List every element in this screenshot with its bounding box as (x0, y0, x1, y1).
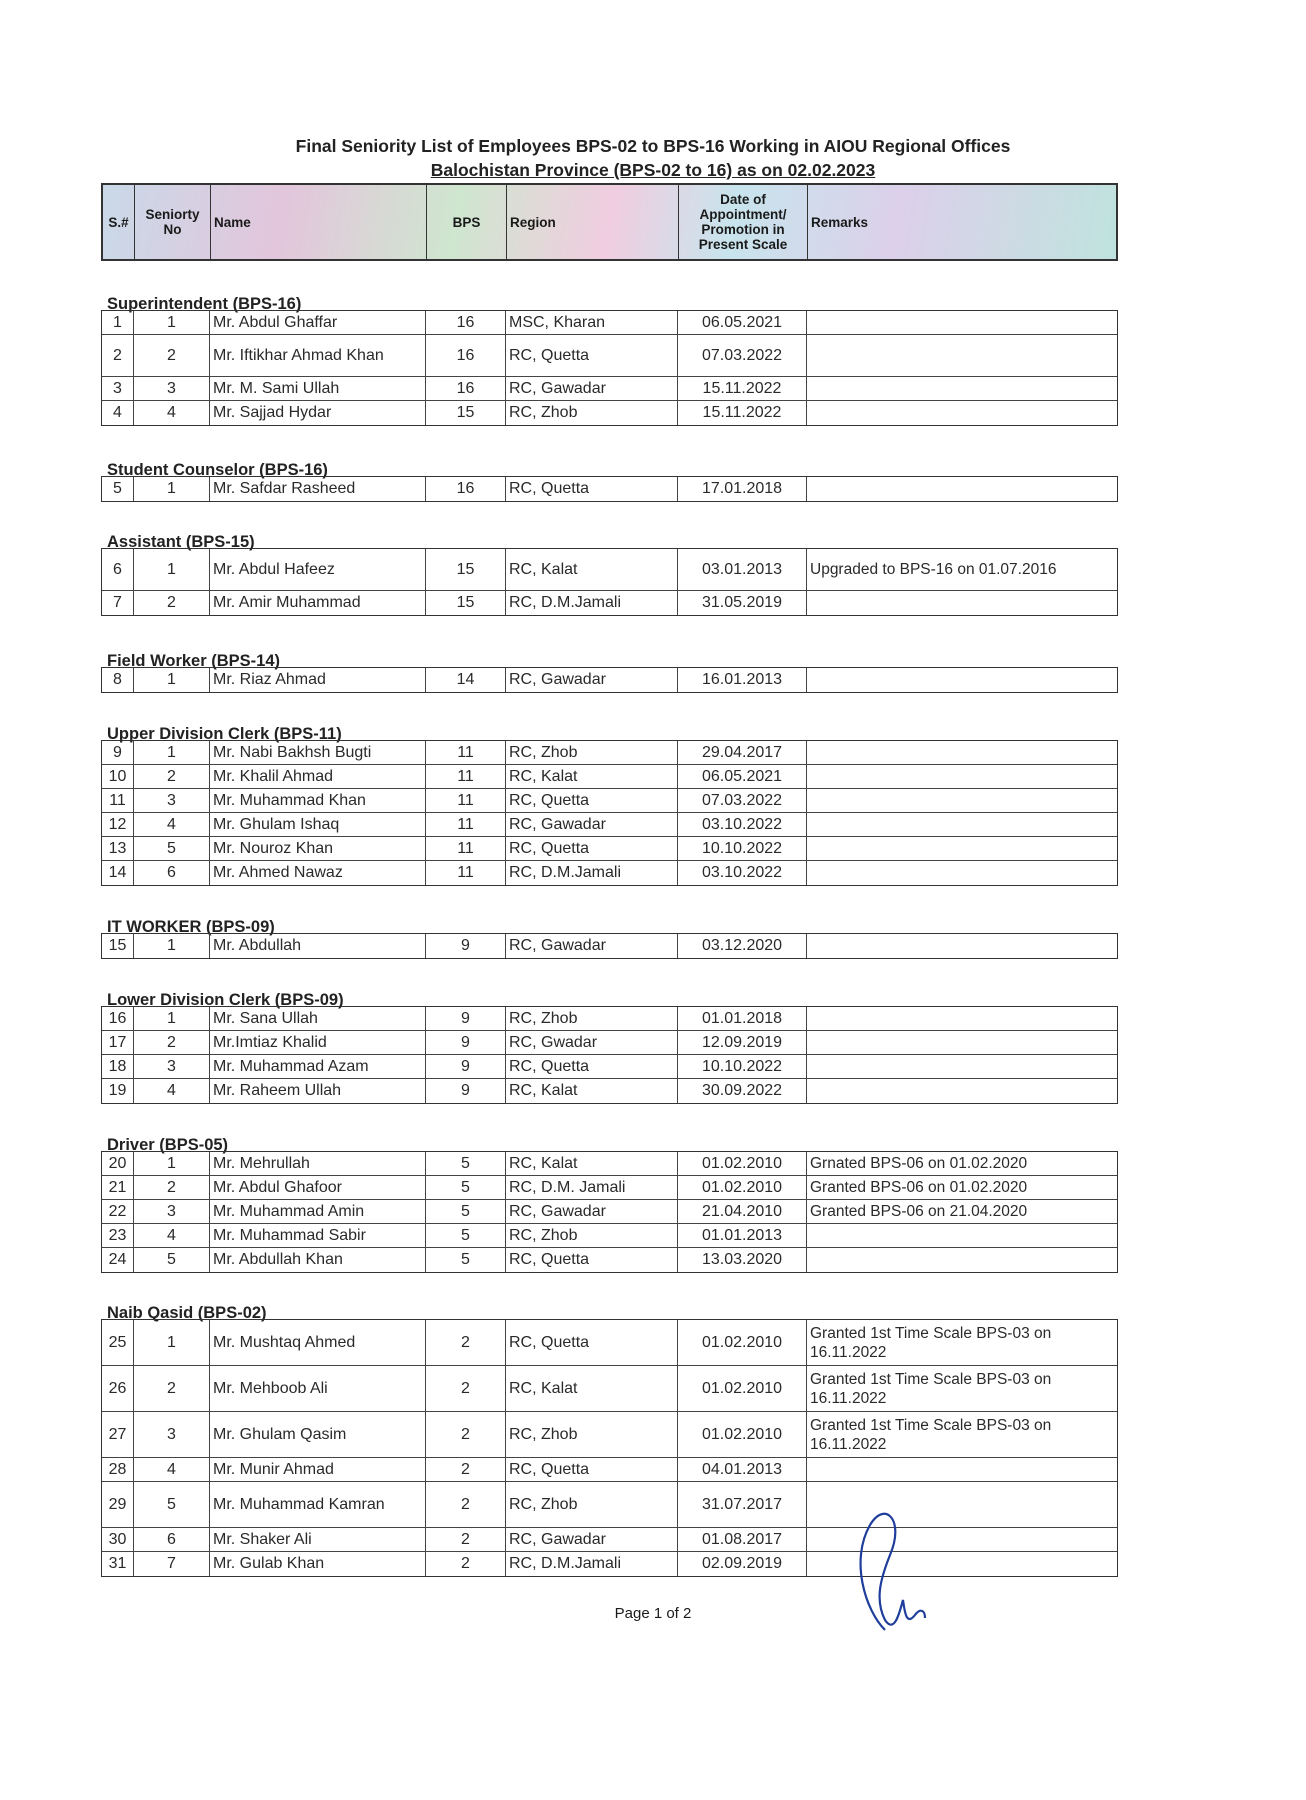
cell-remarks (807, 1458, 1117, 1481)
cell-region: RC, Zhob (506, 1412, 678, 1457)
cell-name: Mr. M. Sami Ullah (210, 377, 426, 400)
table-row (102, 1079, 1117, 1103)
cell-remarks (807, 861, 1117, 885)
cell-bps: 2 (426, 1552, 506, 1576)
section-table (101, 548, 1118, 616)
cell-date: 01.01.2013 (678, 1224, 807, 1247)
cell-name: Mr.Imtiaz Khalid (210, 1031, 426, 1054)
cell-region: RC, D.M.Jamali (506, 591, 678, 615)
cell-seniority-no: 2 (134, 1031, 210, 1054)
cell-name: Mr. Abdul Ghafoor (210, 1176, 426, 1199)
cell-date: 10.10.2022 (678, 837, 807, 860)
cell-bps: 16 (426, 377, 506, 400)
cell-sno: 14 (102, 861, 134, 885)
cell-sno: 27 (102, 1412, 134, 1457)
cell-seniority-no: 2 (134, 765, 210, 788)
cell-seniority-no: 1 (134, 668, 210, 692)
table-row (102, 741, 1117, 765)
cell-region: RC, D.M. Jamali (506, 1176, 678, 1199)
cell-region: RC, Kalat (506, 1079, 678, 1103)
cell-sno: 1 (102, 311, 134, 334)
cell-seniority-no: 4 (134, 401, 210, 425)
cell-date: 03.10.2022 (678, 861, 807, 885)
cell-bps: 16 (426, 311, 506, 334)
signature (845, 1500, 955, 1650)
cell-remarks (807, 789, 1117, 812)
cell-name: Mr. Nabi Bakhsh Bugti (210, 741, 426, 764)
table-header (101, 183, 1118, 261)
cell-sno: 13 (102, 837, 134, 860)
cell-bps: 11 (426, 861, 506, 885)
cell-region: RC, Gawadar (506, 813, 678, 836)
cell-name: Mr. Mushtaq Ahmed (210, 1320, 426, 1365)
cell-region: RC, Gawadar (506, 1200, 678, 1223)
cell-name: Mr. Ahmed Nawaz (210, 861, 426, 885)
cell-bps: 5 (426, 1176, 506, 1199)
cell-sno: 2 (102, 335, 134, 376)
cell-date: 31.07.2017 (678, 1482, 807, 1527)
cell-sno: 23 (102, 1224, 134, 1247)
cell-bps: 5 (426, 1200, 506, 1223)
cell-region: RC, Zhob (506, 741, 678, 764)
table-row (102, 335, 1117, 377)
cell-name: Mr. Muhammad Khan (210, 789, 426, 812)
cell-remarks: Grnated BPS-06 on 01.02.2020 (810, 1155, 1028, 1172)
cell-remarks: Granted 1st Time Scale BPS-03 on 16.11.2022 (810, 1324, 1052, 1361)
cell-bps: 15 (426, 591, 506, 615)
section-title: IT WORKER (BPS-09) (107, 918, 275, 936)
cell-name: Mr. Abdul Ghaffar (210, 311, 426, 334)
cell-remarks (807, 837, 1117, 860)
cell-bps: 2 (426, 1482, 506, 1527)
cell-remarks (807, 377, 1117, 400)
header-region: Region (507, 185, 679, 259)
cell-bps: 11 (426, 837, 506, 860)
cell-sno: 20 (102, 1152, 134, 1175)
cell-name: Mr. Abdullah (210, 934, 426, 958)
table-row (102, 1528, 1117, 1552)
section-title: Lower Division Clerk (BPS-09) (107, 991, 344, 1009)
cell-remarks (807, 1248, 1117, 1272)
cell-date: 03.01.2013 (678, 549, 807, 590)
cell-name: Mr. Abdullah Khan (210, 1248, 426, 1272)
cell-bps: 14 (426, 668, 506, 692)
table-row (102, 1031, 1117, 1055)
cell-seniority-no: 6 (134, 861, 210, 885)
cell-seniority-no: 5 (134, 837, 210, 860)
table-row (102, 377, 1117, 401)
cell-bps: 15 (426, 401, 506, 425)
cell-seniority-no: 1 (134, 549, 210, 590)
cell-bps: 11 (426, 813, 506, 836)
cell-bps: 16 (426, 335, 506, 376)
cell-remarks (807, 1007, 1117, 1030)
cell-date: 01.08.2017 (678, 1528, 807, 1551)
cell-sno: 17 (102, 1031, 134, 1054)
cell-remarks (807, 477, 1117, 501)
cell-sno: 10 (102, 765, 134, 788)
section-title: Superintendent (BPS-16) (107, 295, 302, 313)
cell-remarks: Granted 1st Time Scale BPS-03 on 16.11.2022 (810, 1370, 1052, 1407)
cell-date: 10.10.2022 (678, 1055, 807, 1078)
cell-bps: 11 (426, 741, 506, 764)
cell-date: 06.05.2021 (678, 765, 807, 788)
cell-bps: 5 (426, 1152, 506, 1175)
section-title: Naib Qasid (BPS-02) (107, 1304, 267, 1322)
cell-region: RC, Quetta (506, 1248, 678, 1272)
cell-bps: 2 (426, 1366, 506, 1411)
cell-sno: 15 (102, 934, 134, 958)
cell-region: RC, Kalat (506, 549, 678, 590)
cell-bps: 5 (426, 1224, 506, 1247)
cell-date: 07.03.2022 (678, 789, 807, 812)
cell-bps: 9 (426, 934, 506, 958)
cell-remarks (807, 401, 1117, 425)
cell-seniority-no: 3 (134, 377, 210, 400)
cell-bps: 2 (426, 1320, 506, 1365)
table-row (102, 1224, 1117, 1248)
table-row (102, 1007, 1117, 1031)
cell-date: 15.11.2022 (678, 377, 807, 400)
cell-bps: 16 (426, 477, 506, 501)
cell-region: RC, D.M.Jamali (506, 861, 678, 885)
table-row (102, 765, 1117, 789)
cell-date: 01.02.2010 (678, 1412, 807, 1457)
cell-seniority-no: 1 (134, 1152, 210, 1175)
table-row (102, 1482, 1117, 1528)
table-row (102, 1248, 1117, 1272)
cell-bps: 11 (426, 789, 506, 812)
cell-sno: 16 (102, 1007, 134, 1030)
cell-sno: 29 (102, 1482, 134, 1527)
cell-region: RC, Gawadar (506, 377, 678, 400)
document-title: Final Seniority List of Employees BPS-02 to BPS-16 Working in AIOU Regional Offices (295, 136, 1011, 156)
cell-region: RC, Kalat (506, 1366, 678, 1411)
cell-seniority-no: 3 (134, 1412, 210, 1457)
cell-remarks (807, 591, 1117, 615)
section-table (101, 476, 1118, 502)
cell-sno: 6 (102, 549, 134, 590)
cell-region: RC, Quetta (506, 1458, 678, 1481)
cell-seniority-no: 2 (134, 1176, 210, 1199)
cell-remarks (807, 1055, 1117, 1078)
cell-remarks (807, 813, 1117, 836)
cell-region: RC, Quetta (506, 335, 678, 376)
subtitle-text: Balochistan Province (BPS-02 to 16) as on 02.02.2023 (430, 160, 876, 180)
table-row (102, 401, 1117, 425)
section-table (101, 1151, 1118, 1273)
header-name: Name (211, 185, 427, 259)
page-number: Page 1 of 2 (614, 1605, 692, 1622)
section-table (101, 933, 1118, 959)
cell-seniority-no: 1 (134, 741, 210, 764)
cell-seniority-no: 5 (134, 1482, 210, 1527)
header-remarks: Remarks (811, 214, 869, 230)
cell-name: Mr. Ghulam Qasim (210, 1412, 426, 1457)
cell-name: Mr. Safdar Rasheed (210, 477, 426, 501)
cell-region: RC, Zhob (506, 1482, 678, 1527)
cell-sno: 4 (102, 401, 134, 425)
cell-seniority-no: 2 (134, 335, 210, 376)
cell-region: RC, Zhob (506, 401, 678, 425)
section-title: Student Counselor (BPS-16) (107, 461, 328, 479)
cell-remarks: Upgraded to BPS-16 on 01.07.2016 (810, 561, 1057, 578)
cell-date: 12.09.2019 (678, 1031, 807, 1054)
table-row (102, 861, 1117, 885)
cell-region: RC, Quetta (506, 477, 678, 501)
cell-name: Mr. Iftikhar Ahmad Khan (210, 335, 426, 376)
cell-sno: 19 (102, 1079, 134, 1103)
cell-bps: 9 (426, 1031, 506, 1054)
cell-seniority-no: 3 (134, 1055, 210, 1078)
section-table (101, 1319, 1118, 1577)
table-row (102, 477, 1117, 501)
cell-date: 04.01.2013 (678, 1458, 807, 1481)
cell-remarks: Granted BPS-06 on 01.02.2020 (810, 1179, 1028, 1196)
cell-seniority-no: 3 (134, 789, 210, 812)
section-table (101, 310, 1118, 426)
cell-date: 13.03.2020 (678, 1248, 807, 1272)
cell-region: RC, Gawadar (506, 934, 678, 958)
section-title: Driver (BPS-05) (107, 1136, 229, 1154)
cell-sno: 3 (102, 377, 134, 400)
cell-name: Mr. Amir Muhammad (210, 591, 426, 615)
cell-seniority-no: 4 (134, 1224, 210, 1247)
cell-region: RC, D.M.Jamali (506, 1552, 678, 1576)
cell-sno: 11 (102, 789, 134, 812)
cell-name: Mr. Muhammad Kamran (210, 1482, 426, 1527)
table-row (102, 1176, 1117, 1200)
cell-name: Mr. Ghulam Ishaq (210, 813, 426, 836)
cell-date: 31.05.2019 (678, 591, 807, 615)
cell-remarks (807, 335, 1117, 376)
cell-seniority-no: 4 (134, 813, 210, 836)
table-row (102, 311, 1117, 335)
table-row (102, 1552, 1117, 1576)
cell-seniority-no: 2 (134, 591, 210, 615)
cell-region: RC, Gawadar (506, 1528, 678, 1551)
table-row (102, 813, 1117, 837)
cell-name: Mr. Shaker Ali (210, 1528, 426, 1551)
table-row (102, 1412, 1117, 1458)
cell-sno: 30 (102, 1528, 134, 1551)
section-table (101, 667, 1118, 693)
cell-seniority-no: 4 (134, 1079, 210, 1103)
cell-name: Mr. Munir Ahmad (210, 1458, 426, 1481)
cell-name: Mr. Muhammad Azam (210, 1055, 426, 1078)
table-row (102, 1200, 1117, 1224)
cell-name: Mr. Muhammad Amin (210, 1200, 426, 1223)
cell-bps: 9 (426, 1007, 506, 1030)
cell-bps: 9 (426, 1079, 506, 1103)
cell-date: 16.01.2013 (678, 668, 807, 692)
cell-date: 21.04.2010 (678, 1200, 807, 1223)
table-row (102, 1055, 1117, 1079)
cell-remarks: Granted 1st Time Scale BPS-03 on 16.11.2022 (810, 1416, 1052, 1453)
cell-seniority-no: 3 (134, 1200, 210, 1223)
cell-region: RC, Kalat (506, 765, 678, 788)
cell-region: RC, Zhob (506, 1224, 678, 1247)
document-subtitle (0, 160, 1306, 181)
cell-remarks (807, 1031, 1117, 1054)
cell-sno: 21 (102, 1176, 134, 1199)
cell-seniority-no: 7 (134, 1552, 210, 1576)
cell-region: RC, Quetta (506, 837, 678, 860)
cell-date: 03.10.2022 (678, 813, 807, 836)
cell-sno: 31 (102, 1552, 134, 1576)
cell-sno: 24 (102, 1248, 134, 1272)
table-row (102, 591, 1117, 615)
cell-remarks (807, 311, 1117, 334)
section-table (101, 1006, 1118, 1104)
cell-name: Mr. Mehboob Ali (210, 1366, 426, 1411)
cell-seniority-no: 5 (134, 1248, 210, 1272)
cell-region: MSC, Kharan (506, 311, 678, 334)
cell-date: 29.04.2017 (678, 741, 807, 764)
cell-date: 01.02.2010 (678, 1366, 807, 1411)
cell-remarks (807, 668, 1117, 692)
cell-name: Mr. Abdul Hafeez (210, 549, 426, 590)
cell-seniority-no: 1 (134, 934, 210, 958)
cell-sno: 5 (102, 477, 134, 501)
cell-seniority-no: 2 (134, 1366, 210, 1411)
cell-sno: 7 (102, 591, 134, 615)
cell-remarks (807, 1224, 1117, 1247)
cell-date: 01.01.2018 (678, 1007, 807, 1030)
cell-sno: 8 (102, 668, 134, 692)
table-row (102, 1458, 1117, 1482)
cell-bps: 15 (426, 549, 506, 590)
cell-sno: 12 (102, 813, 134, 836)
cell-date: 07.03.2022 (678, 335, 807, 376)
cell-date: 30.09.2022 (678, 1079, 807, 1103)
table-row (102, 837, 1117, 861)
cell-name: Mr. Gulab Khan (210, 1552, 426, 1576)
cell-remarks (807, 1079, 1117, 1103)
cell-remarks (807, 934, 1117, 958)
cell-name: Mr. Raheem Ullah (210, 1079, 426, 1103)
table-row (102, 1366, 1117, 1412)
cell-seniority-no: 4 (134, 1458, 210, 1481)
cell-date: 06.05.2021 (678, 311, 807, 334)
cell-date: 15.11.2022 (678, 401, 807, 425)
cell-name: Mr. Nouroz Khan (210, 837, 426, 860)
cell-bps: 9 (426, 1055, 506, 1078)
cell-remarks: Granted BPS-06 on 21.04.2020 (810, 1203, 1028, 1220)
table-row (102, 668, 1117, 692)
table-row (102, 934, 1117, 958)
cell-region: RC, Gawadar (506, 668, 678, 692)
cell-seniority-no: 1 (134, 1007, 210, 1030)
cell-name: Mr. Riaz Ahmad (210, 668, 426, 692)
cell-remarks (807, 741, 1117, 764)
cell-date: 02.09.2019 (678, 1552, 807, 1576)
table-row (102, 549, 1117, 591)
cell-seniority-no: 6 (134, 1528, 210, 1551)
cell-region: RC, Zhob (506, 1007, 678, 1030)
cell-date: 01.02.2010 (678, 1176, 807, 1199)
cell-date: 17.01.2018 (678, 477, 807, 501)
cell-seniority-no: 1 (134, 477, 210, 501)
header-date-of-appointment: Date of Appointment/ Promotion in Present Scale (679, 185, 808, 259)
cell-bps: 2 (426, 1412, 506, 1457)
cell-bps: 5 (426, 1248, 506, 1272)
section-title: Field Worker (BPS-14) (107, 652, 280, 670)
cell-name: Mr. Khalil Ahmad (210, 765, 426, 788)
table-row (102, 1152, 1117, 1176)
cell-sno: 26 (102, 1366, 134, 1411)
cell-name: Mr. Mehrullah (210, 1152, 426, 1175)
cell-sno: 25 (102, 1320, 134, 1365)
header-sno: S.# (103, 185, 135, 259)
cell-remarks (807, 765, 1117, 788)
cell-name: Mr. Sana Ullah (210, 1007, 426, 1030)
cell-date: 03.12.2020 (678, 934, 807, 958)
cell-date: 01.02.2010 (678, 1320, 807, 1365)
cell-region: RC, Quetta (506, 789, 678, 812)
cell-bps: 2 (426, 1458, 506, 1481)
cell-region: RC, Kalat (506, 1152, 678, 1175)
cell-seniority-no: 1 (134, 1320, 210, 1365)
cell-region: RC, Gwadar (506, 1031, 678, 1054)
cell-region: RC, Quetta (506, 1055, 678, 1078)
cell-name: Mr. Sajjad Hydar (210, 401, 426, 425)
section-table (101, 740, 1118, 886)
cell-name: Mr. Muhammad Sabir (210, 1224, 426, 1247)
table-row (102, 789, 1117, 813)
cell-bps: 2 (426, 1528, 506, 1551)
cell-sno: 9 (102, 741, 134, 764)
header-bps: BPS (427, 185, 507, 259)
cell-date: 01.02.2010 (678, 1152, 807, 1175)
section-title: Assistant (BPS-15) (107, 533, 255, 551)
cell-region: RC, Quetta (506, 1320, 678, 1365)
cell-bps: 11 (426, 765, 506, 788)
section-title: Upper Division Clerk (BPS-11) (107, 725, 342, 743)
header-seniority-no: Seniorty No (135, 185, 211, 259)
cell-sno: 28 (102, 1458, 134, 1481)
table-row (102, 1320, 1117, 1366)
cell-sno: 18 (102, 1055, 134, 1078)
cell-seniority-no: 1 (134, 311, 210, 334)
cell-sno: 22 (102, 1200, 134, 1223)
